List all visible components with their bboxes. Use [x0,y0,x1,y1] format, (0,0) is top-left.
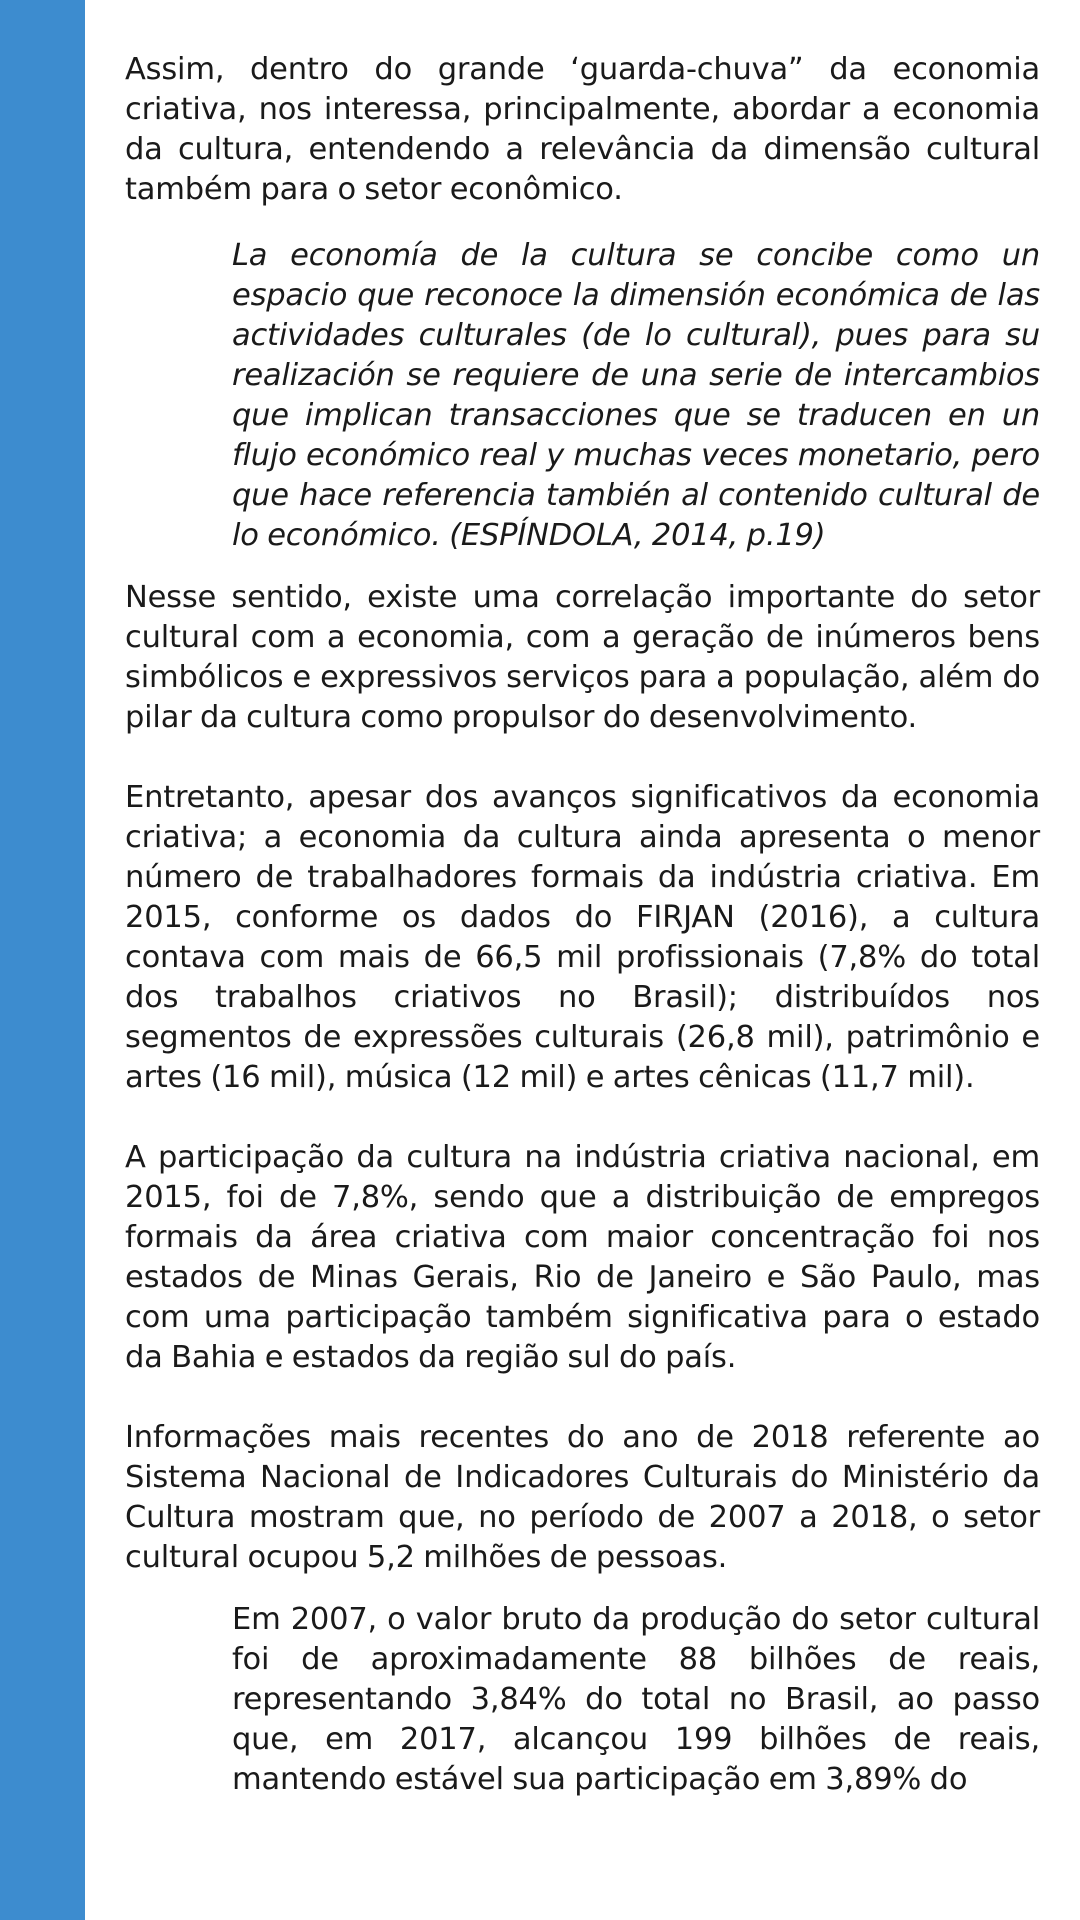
document-body [125,50,1040,1800]
paragraph-firjan: Entretanto, apesar dos avanços significativos da economia criativa; a economia da cultura ainda apresenta o menor número de trabalhadores formais da indústria criativa. Em 2015, conforme os dados do FIRJAN (2016), a cultura contava com mais de 66,5 mil profissionais (7,8% do total dos trabalhos criativos no Brasil); distribuídos nos segmentos de expressões culturais (26,8 mil), patrimônio e artes (16 mil), música (12 mil) e artes cênicas (11,7 mil). [125,780,1040,1095]
block-quote-valor-bruto: Em 2007, o valor bruto da produção do setor cultural foi de aproximadamente 88 bilhões de reais, representando 3,84% do total no Brasil, ao passo que, em 2017, alcançou 199 bilhões de reais, mantendo estável sua participação em 3,89% do [232,1602,1040,1797]
block-quote-espindola: La economía de la cultura se concibe como un espacio que reconoce la dimensión económica de las actividades culturales (de lo cultural), pues para su realización se requiere de una serie de intercambios que implican transacciones que se traducen en un flujo económico real y muchas veces monetario, pero que hace referencia también al contenido cultural de lo económico. (ESPÍNDOLA, 2014, p.19) [232,238,1040,553]
paragraph-participacao: A participação da cultura na indústria criativa nacional, em 2015, foi de 7,8%, sendo que a distribuição de empregos formais da área criativa com maior concentração foi nos estados de Minas Gerais, Rio de Janeiro e São Paulo, mas com uma participação também significativa para o estado da Bahia e estados da região sul do país. [125,1140,1040,1375]
paragraph-correlacao: Nesse sentido, existe uma correlação importante do setor cultural com a economia, com a geração de inúmeros bens simbólicos e expressivos serviços para a população, além do pilar da cultura como propulsor do desenvolvimento. [125,580,1040,735]
paragraph-economia-criativa: Assim, dentro do grande ‘guarda-chuva” da economia criativa, nos interessa, principalmente, abordar a economia da cultura, entendendo a relevância da dimensão cultural também para o setor econômico. [125,52,1040,207]
paragraph-indicadores: Informações mais recentes do ano de 2018 referente ao Sistema Nacional de Indicadores Culturais do Ministério da Cultura mostram que, no período de 2007 a 2018, o setor cultural ocupou 5,2 milhões de pessoas. [125,1420,1040,1575]
left-color-band [0,0,85,1920]
